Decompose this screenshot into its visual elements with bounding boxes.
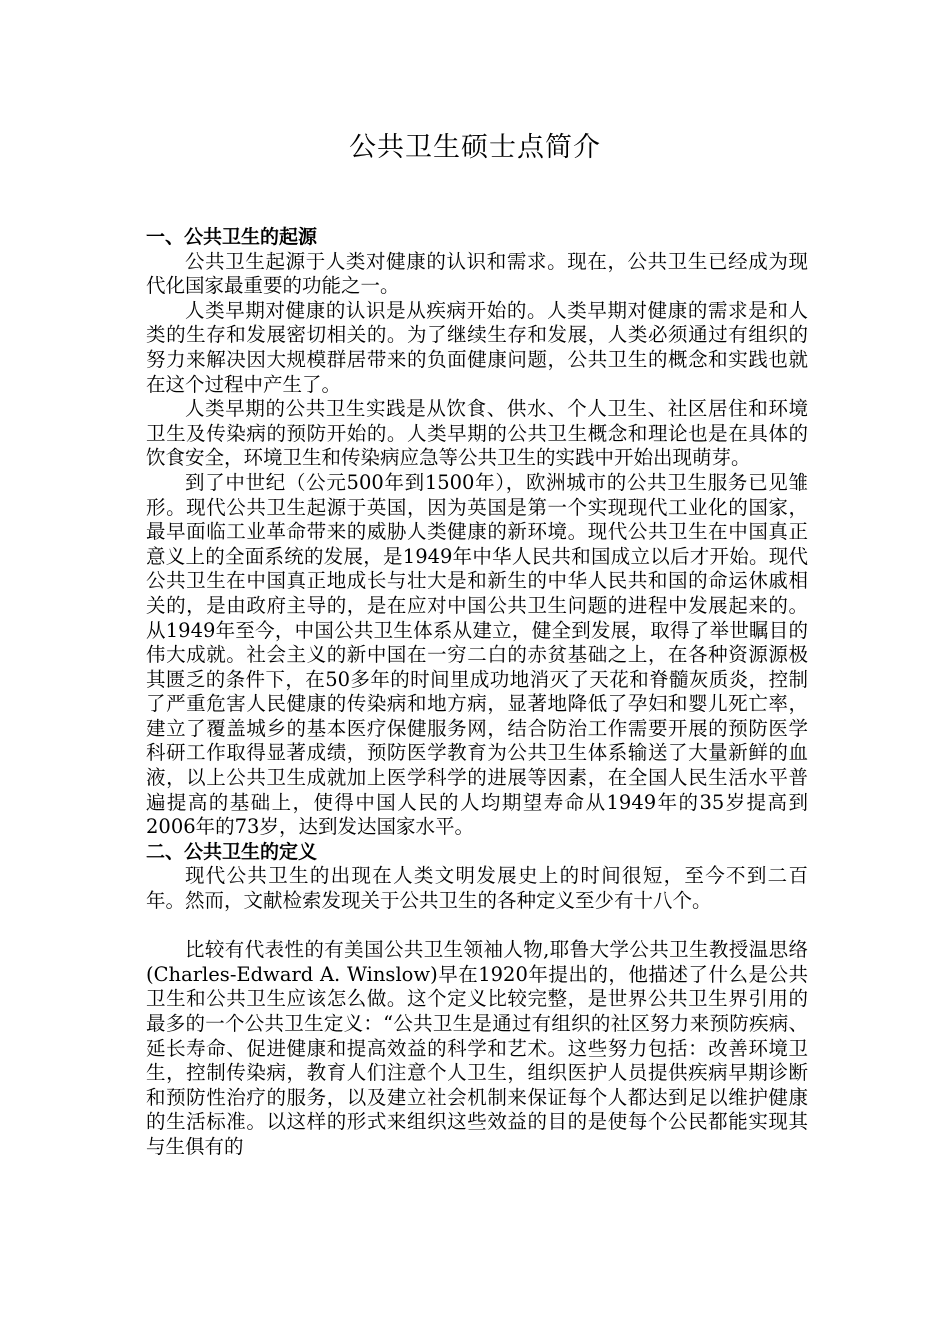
paragraph: 现代公共卫生的出现在人类文明发展史上的时间很短，至今不到二百年。然而，文献检索发现关于公共卫生的各种定义至少有十八个。 <box>146 864 808 913</box>
paragraph: 人类早期对健康的认识是从疾病开始的。人类早期对健康的需求是和人类的生存和发展密切相关的。为了继续生存和发展，人类必须通过有组织的努力来解决因大规模群居带来的负面健康问题，公共卫生的概念和实践也就在这个过程中产生了。 <box>146 298 808 396</box>
paragraph: 公共卫生起源于人类对健康的认识和需求。现在，公共卫生已经成为现代化国家最重要的功能之一。 <box>146 249 808 298</box>
section-heading-definition: 二、公共卫生的定义 <box>146 840 318 863</box>
paragraph: 人类早期的公共卫生实践是从饮食、供水、个人卫生、社区居住和环境卫生及传染病的预防开始的。人类早期的公共卫生概念和理论也是在具体的饮食安全，环境卫生和传染病应急等公共卫生的实践中开始出现萌芽。 <box>146 397 808 470</box>
blank-line <box>146 914 808 939</box>
document-title: 公共卫生硕士点简介 <box>349 132 601 163</box>
paragraph: 比较有代表性的有美国公共卫生领袖人物,耶鲁大学公共卫生教授温思络(Charles-Edward A. Winslow)早在1920年提出的，他描述了什么是公共卫生和公共卫生应该怎么做。这个定义比较完整，是世界公共卫生界引用的最多的一个公共卫生定义：“公共卫生是通过有组织的社区努力来预防疾病、延长寿命、促进健康和提高效益的科学和艺术。这些努力包括：改善环境卫生，控制传染病，教育人们注意个人卫生，组织医护人员提供疾病早期诊断和预防性治疗的服务，以及建立社会机制来保证每个人都达到足以维护健康的生活标准。以这样的形式来组织这些效益的目的是使每个公民都能实现其与生俱有的 <box>146 938 808 1158</box>
paragraph: 到了中世纪（公元500年到1500年），欧洲城市的公共卫生服务已见雏形。现代公共卫生起源于英国，因为英国是第一个实现现代工业化的国家，最早面临工业革命带来的威胁人类健康的新环境。现代公共卫生在中国真正意义上的全面系统的发展，是1949年中华人民共和国成立以后才开始。现代公共卫生在中国真正地成长与壮大是和新生的中华人民共和国的命运休戚相关的，是由政府主导的，是在应对中国公共卫生问题的进程中发展起来的。从1949年至今，中国公共卫生体系从建立，健全到发展，取得了举世瞩目的伟大成就。社会主义的新中国在一穷二白的赤贫基础之上，在各种资源源极其匮乏的条件下，在50多年的时间里成功地消灭了天花和脊髓灰质炎，控制了严重危害人民健康的传染病和地方病，显著地降低了孕妇和婴儿死亡率，建立了覆盖城乡的基本医疗保健服务网，结合防治工作需要开展的预防医学科研工作取得显著成绩，预防医学教育为公共卫生体系输送了大量新鲜的血液，以上公共卫生成就加上医学科学的进展等因素，在全国人民生活水平普遍提高的基础上，使得中国人民的人均期望寿命从1949年的35岁提高到2006年的73岁，达到发达国家水平。 <box>146 470 808 839</box>
section-heading-origin: 一、公共卫生的起源 <box>146 226 318 248</box>
document-body <box>146 225 808 1160</box>
